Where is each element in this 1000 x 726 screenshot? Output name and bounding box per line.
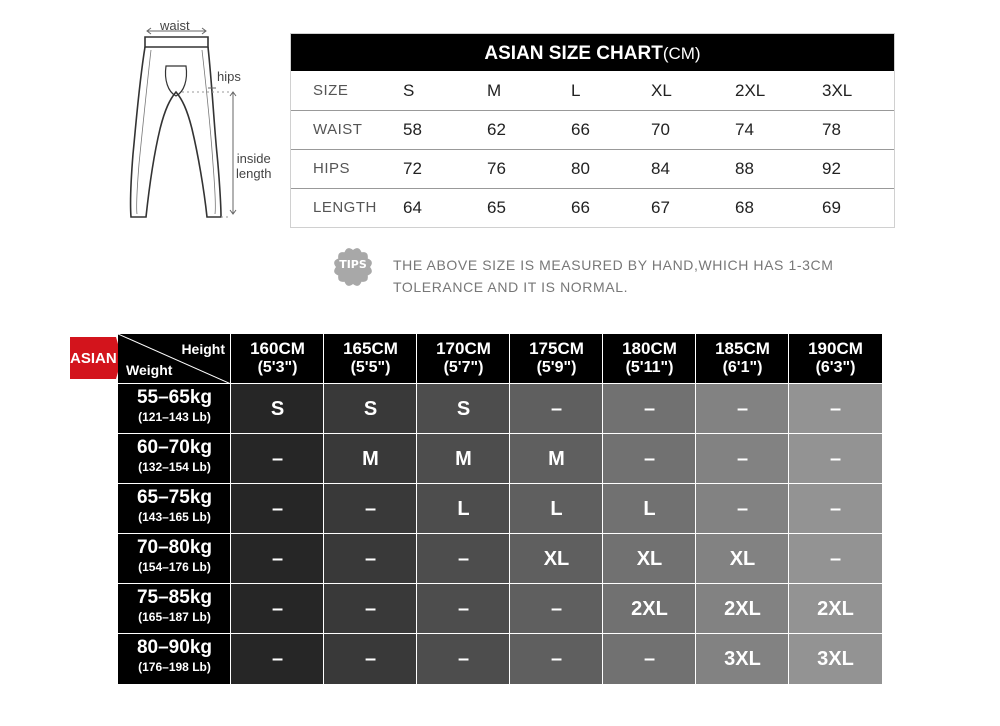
size-chart-cell: 66	[571, 120, 590, 139]
weight-row-header	[118, 384, 231, 434]
weight-lb: (132–154 Lb)	[138, 460, 211, 474]
grid-column-divider	[695, 334, 696, 684]
inside-length-label-line1: inside	[236, 151, 271, 166]
size-cell: L	[603, 484, 696, 534]
tips-note	[330, 242, 890, 302]
height-ft: (6'3")	[815, 359, 856, 376]
asian-size-chart-table	[290, 33, 895, 228]
waist-label: waist	[160, 18, 190, 33]
height-column-header	[417, 334, 510, 384]
size-cell: –	[696, 384, 789, 434]
size-chart-cell: 76	[487, 159, 506, 178]
size-chart-cell: 80	[571, 159, 590, 178]
size-cell: –	[789, 434, 882, 484]
size-cell: –	[231, 434, 324, 484]
inside-length-label	[236, 151, 271, 181]
size-cell: –	[231, 534, 324, 584]
size-chart-row	[291, 71, 894, 111]
size-chart-row	[291, 110, 894, 150]
height-cm: 170CM	[436, 339, 491, 358]
size-cell: –	[789, 384, 882, 434]
size-cell: 3XL	[789, 634, 882, 684]
height-cm: 180CM	[622, 339, 677, 358]
size-chart-cell: 3XL	[822, 81, 853, 100]
size-chart-cell: 84	[651, 159, 670, 178]
weight-kg: 55–65kg	[136, 387, 212, 408]
weight-lb: (143–165 Lb)	[138, 510, 211, 524]
size-cell: 2XL	[789, 584, 882, 634]
size-chart-title	[291, 34, 894, 71]
grid-column-divider	[602, 334, 603, 684]
grid-column-divider	[323, 334, 324, 684]
height-ft: (5'5")	[350, 359, 391, 376]
size-chart-row-label: WAIST	[313, 121, 363, 138]
size-cell: M	[324, 434, 417, 484]
grid-row-divider	[118, 633, 882, 634]
height-ft: (5'3")	[257, 359, 298, 376]
size-chart-cell: 58	[403, 120, 422, 139]
size-cell: –	[324, 584, 417, 634]
tips-badge-label: TIPS	[339, 258, 367, 271]
tips-line-2: TOLERANCE AND IT IS NORMAL.	[393, 279, 629, 295]
size-chart-cell: 68	[735, 198, 754, 217]
height-column-header	[324, 334, 417, 384]
grid-row-divider	[118, 583, 882, 584]
size-cell: M	[510, 434, 603, 484]
size-cell: 2XL	[696, 584, 789, 634]
size-chart-cell: 62	[487, 120, 506, 139]
height-column-header	[510, 334, 603, 384]
size-cell: S	[324, 384, 417, 434]
size-chart-row	[291, 188, 894, 227]
size-cell: –	[324, 634, 417, 684]
corner-height-label: Height	[181, 341, 225, 357]
size-cell: –	[231, 484, 324, 534]
grid-row-divider	[118, 433, 882, 434]
height-ft: (5'11")	[625, 359, 674, 376]
height-cm: 160CM	[250, 339, 305, 358]
size-cell: XL	[510, 534, 603, 584]
size-cell: XL	[603, 534, 696, 584]
size-chart-row-label: SIZE	[313, 82, 349, 99]
size-chart-cell: 92	[822, 159, 841, 178]
grid-column-divider	[416, 334, 417, 684]
size-chart-cell: 88	[735, 159, 754, 178]
size-cell: –	[417, 584, 510, 634]
weight-kg: 80–90kg	[136, 637, 212, 658]
grid-row-divider	[118, 533, 882, 534]
size-chart-row-label: LENGTH	[313, 199, 377, 216]
height-ft: (5'9")	[536, 359, 577, 376]
size-chart-cell: 66	[571, 198, 590, 217]
height-column-header	[603, 334, 696, 384]
size-chart-cell: 74	[735, 120, 754, 139]
size-chart-cell: 69	[822, 198, 841, 217]
size-cell: –	[789, 534, 882, 584]
size-cell: 3XL	[696, 634, 789, 684]
size-cell: –	[603, 634, 696, 684]
weight-lb: (154–176 Lb)	[138, 560, 211, 574]
size-chart-cell: 78	[822, 120, 841, 139]
weight-lb: (121–143 Lb)	[138, 410, 211, 424]
size-chart-cell: 2XL	[735, 81, 766, 100]
asian-badge-label: ASIAN	[70, 350, 117, 367]
size-cell: –	[417, 634, 510, 684]
size-chart-cell: 64	[403, 198, 422, 217]
size-chart-title-unit: (CM)	[662, 44, 701, 63]
size-cell: –	[789, 484, 882, 534]
grid-row-divider	[118, 483, 882, 484]
size-chart-title-text: ASIAN SIZE CHART	[484, 43, 663, 64]
weight-row-header	[118, 434, 231, 484]
tips-text	[393, 254, 833, 298]
size-chart-cell: XL	[651, 81, 672, 100]
size-cell: S	[231, 384, 324, 434]
weight-kg: 70–80kg	[136, 537, 212, 558]
height-column-header	[231, 334, 324, 384]
size-cell: –	[231, 634, 324, 684]
size-cell: M	[417, 434, 510, 484]
weight-kg: 65–75kg	[136, 487, 212, 508]
size-cell: –	[231, 584, 324, 634]
size-chart-cell: M	[487, 81, 502, 100]
height-weight-size-grid	[118, 334, 882, 684]
height-cm: 185CM	[715, 339, 770, 358]
pants-measurement-diagram	[120, 14, 290, 229]
size-cell: –	[510, 584, 603, 634]
size-chart-row	[291, 149, 894, 189]
size-cell: –	[696, 484, 789, 534]
height-ft: (5'7")	[443, 359, 484, 376]
size-cell: –	[603, 434, 696, 484]
height-ft: (6'1")	[722, 359, 763, 376]
weight-row-header	[118, 634, 231, 684]
size-cell: –	[324, 484, 417, 534]
size-cell: XL	[696, 534, 789, 584]
grid-corner-header	[118, 334, 231, 384]
size-chart-row-label: HIPS	[313, 160, 351, 177]
size-chart-cell: 65	[487, 198, 506, 217]
grid-row-divider	[118, 383, 882, 384]
grid-column-divider	[230, 334, 231, 684]
height-column-header	[789, 334, 882, 384]
corner-weight-label: Weight	[126, 362, 173, 378]
size-chart-cell: 67	[651, 198, 670, 217]
size-cell: –	[696, 434, 789, 484]
weight-row-header	[118, 484, 231, 534]
size-cell: –	[510, 384, 603, 434]
weight-kg: 60–70kg	[136, 437, 212, 458]
size-chart-cell: S	[403, 81, 415, 100]
inside-length-label-line2: length	[236, 166, 272, 181]
pants-outline-illustration	[120, 14, 290, 229]
weight-kg: 75–85kg	[136, 587, 212, 608]
size-chart-cell: L	[571, 81, 581, 100]
size-cell: –	[417, 534, 510, 584]
grid-column-divider	[509, 334, 510, 684]
size-cell: L	[510, 484, 603, 534]
hips-label: hips	[217, 69, 241, 84]
tips-line-1: THE ABOVE SIZE IS MEASURED BY HAND,WHICH HAS 1-3CM	[393, 257, 834, 273]
size-cell: –	[510, 634, 603, 684]
size-chart-cell: 72	[403, 159, 422, 178]
weight-lb: (176–198 Lb)	[138, 660, 211, 674]
weight-row-header	[118, 584, 231, 634]
size-cell: L	[417, 484, 510, 534]
grid-column-divider	[788, 334, 789, 684]
height-cm: 165CM	[343, 339, 398, 358]
weight-row-header	[118, 534, 231, 584]
size-cell: –	[603, 384, 696, 434]
size-chart-cell: 70	[651, 120, 670, 139]
size-cell: S	[417, 384, 510, 434]
weight-lb: (165–187 Lb)	[138, 610, 211, 624]
size-cell: –	[324, 534, 417, 584]
height-cm: 190CM	[808, 339, 863, 358]
height-cm: 175CM	[529, 339, 584, 358]
size-cell: 2XL	[603, 584, 696, 634]
height-column-header	[696, 334, 789, 384]
asian-badge	[70, 337, 116, 379]
